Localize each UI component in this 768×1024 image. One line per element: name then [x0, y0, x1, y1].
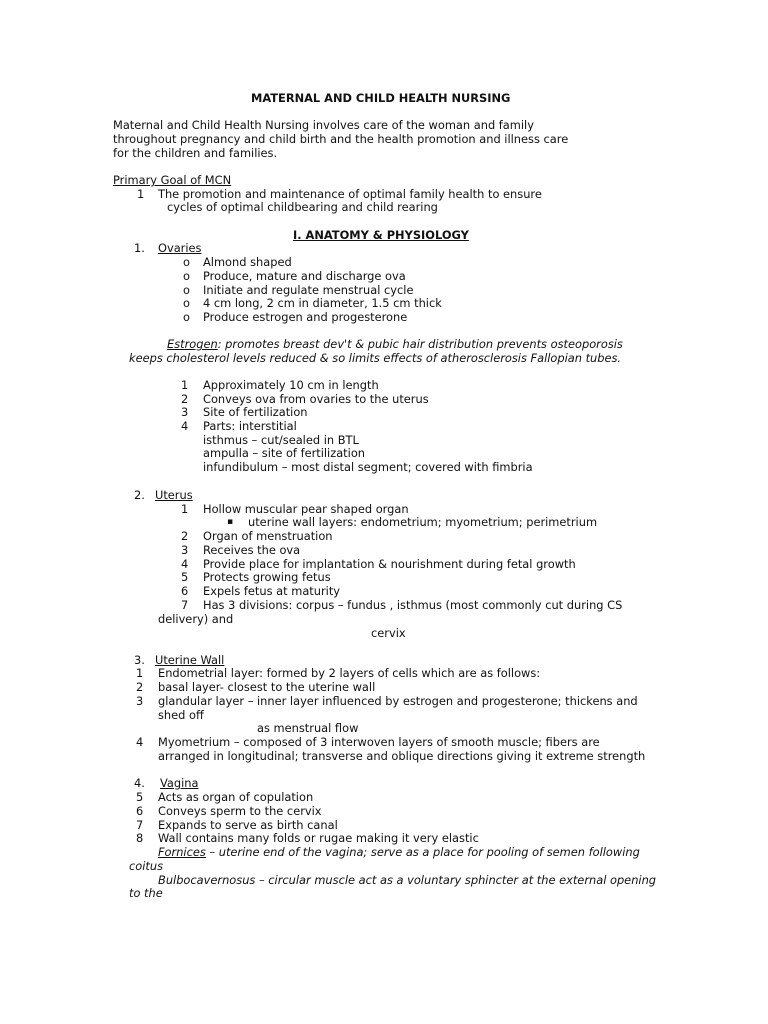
fornices-text: – uterine end of the vagina; serve as a place for pooling of semen following	[205, 845, 640, 859]
vagina-item-number: 5	[136, 790, 144, 804]
vagina-heading: Vagina	[160, 776, 199, 790]
ovaries-item: Initiate and regulate menstrual cycle	[203, 283, 414, 297]
tube-part: ampulla – site of fertilization	[203, 446, 366, 460]
vagina-item: Expands to serve as birth canal	[158, 818, 338, 832]
uterus-item: Receives the ova	[203, 543, 301, 557]
goal-number: 1	[137, 187, 145, 201]
ovaries-number: 1.	[134, 241, 145, 255]
estrogen-text-continued: keeps cholesterol levels reduced & so limits effects of atherosclerosis Fallopian tubes.	[129, 351, 622, 365]
uterine-wall-item: basal layer- closest to the uterine wall	[158, 680, 376, 694]
estrogen-text: : promotes breast dev't & pubic hair distribution prevents osteoporosis	[217, 337, 623, 351]
bullet-icon: o	[183, 255, 190, 269]
fornices-term: Fornices	[158, 845, 206, 859]
uterine-wall-item-continued: arranged in longitudinal; transverse and oblique directions giving it extreme strength	[158, 749, 646, 763]
uterus-item: Provide place for implantation & nourishment during fetal growth	[203, 557, 576, 571]
uterus-item-number: 5	[181, 570, 189, 584]
uterus-item: Organ of menstruation	[203, 529, 333, 543]
ovaries-item: Almond shaped	[203, 255, 292, 269]
tube-item-number: 1	[181, 378, 189, 392]
uterus-item: Expels fetus at maturity	[203, 584, 341, 598]
vagina-item-number: 7	[136, 818, 144, 832]
tube-item: Site of fertilization	[203, 405, 308, 419]
bullet-icon: o	[183, 269, 190, 283]
tube-item-number: 3	[181, 405, 189, 419]
uterine-wall-item-number: 3	[136, 694, 144, 708]
intro-line: Maternal and Child Health Nursing involves care of the woman and family	[113, 118, 534, 132]
tube-item: Approximately 10 cm in length	[203, 378, 379, 392]
uterus-item-number: 1	[181, 502, 189, 516]
uterine-wall-item-number: 1	[136, 666, 144, 680]
section-title: I. ANATOMY & PHYSIOLOGY	[293, 228, 469, 242]
fornices-text-continued: coitus	[129, 859, 164, 873]
bullet-icon: o	[183, 310, 190, 324]
bullet-icon: o	[183, 296, 190, 310]
uterus-item: Hollow muscular pear shaped organ	[203, 502, 409, 516]
tube-part: isthmus – cut/sealed in BTL	[203, 433, 359, 447]
uterine-wall-item-number: 2	[136, 680, 144, 694]
uterus-item-continued: delivery) and	[158, 612, 234, 626]
uterus-item: Has 3 divisions: corpus – fundus , isthmus (most commonly cut during CS	[203, 598, 623, 612]
goal-text-continued: cycles of optimal childbearing and child rearing	[167, 200, 438, 214]
uterine-wall-number: 3.	[134, 653, 145, 667]
intro-line: throughout pregnancy and child birth and the health promotion and illness care	[113, 132, 569, 146]
uterus-item-number: 6	[181, 584, 189, 598]
estrogen-term: Estrogen	[167, 337, 218, 351]
uterus-cervix: cervix	[371, 626, 406, 640]
tube-item-number: 4	[181, 419, 189, 433]
fornices-paragraph	[158, 845, 640, 859]
bulbocavernosus-paragraph: Bulbocavernosus – circular muscle act as a voluntary sphincter at the external opening	[158, 873, 657, 887]
bullet-icon: o	[183, 283, 190, 297]
ovaries-heading: Ovaries	[158, 241, 202, 255]
tube-item: Parts: interstitial	[203, 419, 297, 433]
uterus-item-number: 7	[181, 598, 189, 612]
uterus-item-number: 3	[181, 543, 189, 557]
uterine-wall-item-number: 4	[136, 735, 144, 749]
square-bullet-icon: ▪	[227, 517, 234, 527]
tube-item: Conveys ova from ovaries to the uterus	[203, 392, 429, 406]
tube-item-number: 2	[181, 392, 189, 406]
uterus-sub-item: uterine wall layers: endometrium; myometrium; perimetrium	[248, 515, 598, 529]
uterine-wall-item: Myometrium – composed of 3 interwoven layers of smooth muscle; fibers are	[158, 735, 600, 749]
uterus-number: 2.	[134, 488, 145, 502]
ovaries-item: Produce estrogen and progesterone	[203, 310, 408, 324]
estrogen-paragraph	[167, 337, 623, 351]
uterus-item-number: 2	[181, 529, 189, 543]
vagina-item: Acts as organ of copulation	[158, 790, 314, 804]
uterine-wall-item: Endometrial layer: formed by 2 layers of cells which are as follows:	[158, 666, 541, 680]
goal-heading: Primary Goal of MCN	[113, 173, 232, 187]
uterus-item: Protects growing fetus	[203, 570, 331, 584]
intro-line: for the children and families.	[113, 146, 278, 160]
uterine-wall-item-continued: as menstrual flow	[257, 721, 359, 735]
uterine-wall-heading: Uterine Wall	[155, 653, 225, 667]
vagina-item-number: 6	[136, 804, 144, 818]
goal-text: The promotion and maintenance of optimal family health to ensure	[158, 187, 542, 201]
vagina-number: 4.	[134, 776, 145, 790]
document-title: MATERNAL AND CHILD HEALTH NURSING	[251, 91, 511, 105]
vagina-item-number: 8	[136, 831, 144, 845]
ovaries-item: Produce, mature and discharge ova	[203, 269, 406, 283]
uterine-wall-item-continued: shed off	[158, 708, 204, 722]
vagina-item: Wall contains many folds or rugae making it very elastic	[158, 831, 479, 845]
vagina-item: Conveys sperm to the cervix	[158, 804, 322, 818]
ovaries-item: 4 cm long, 2 cm in diameter, 1.5 cm thick	[203, 296, 442, 310]
bulbocavernosus-text-continued: to the	[129, 886, 163, 900]
uterus-heading: Uterus	[155, 488, 193, 502]
uterus-item-number: 4	[181, 557, 189, 571]
uterine-wall-item: glandular layer – inner layer influenced by estrogen and progesterone; thickens and	[158, 694, 638, 708]
tube-part: infundibulum – most distal segment; covered with fimbria	[203, 460, 533, 474]
